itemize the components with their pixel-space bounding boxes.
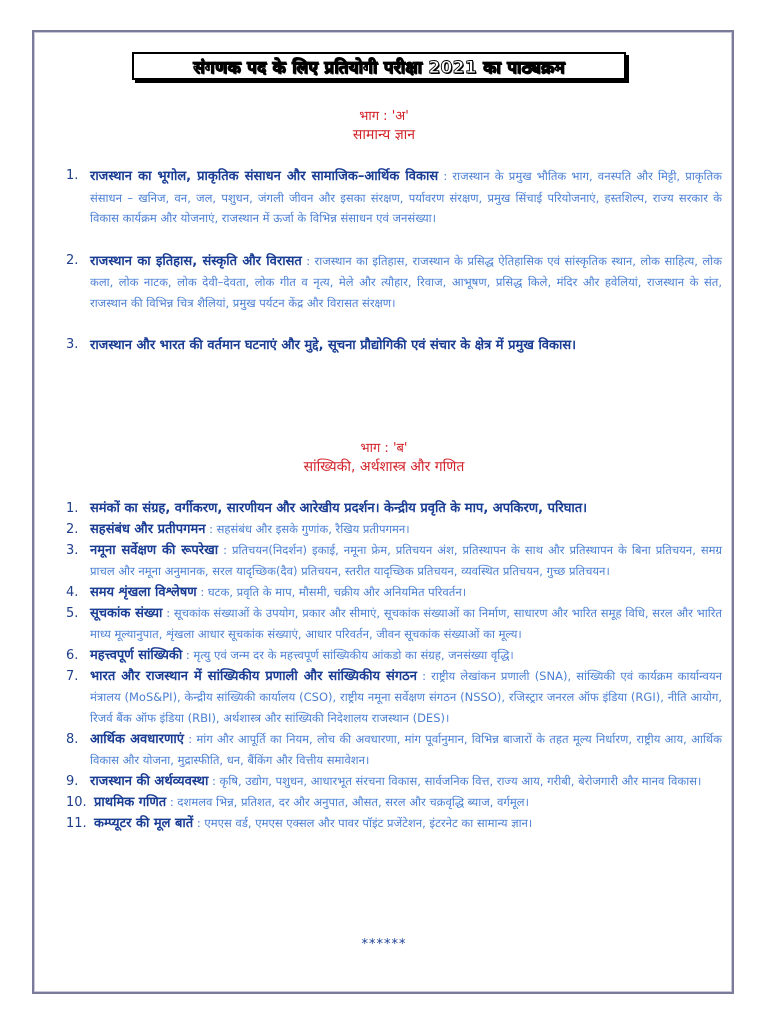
item-body: : सूचकांक संख्याओं के उपयोग, प्रकार और सीमाएं, सूचकांक संख्याओं का निर्माण, साधारण और भारित समूह विधि, सरल और भारित माध्य मूल्यानुपात, शृंखला आधार सूचकांक संख्याएं, आधार परिवर्तन, जीवन सूचकांक संख्याओं का मूल्य। xyxy=(90,606,722,641)
item-heading: सूचकांक संख्या xyxy=(90,606,163,621)
item-body: : मांग और आपूर्ति का नियम, लोच की अवधारणा, मांग पूर्वानुमान, विभिन्न बाजारों के तहत मूल्य निर्धारण, राष्ट्रीय आय, आर्थिक विकास और योजना, मुद्रास्फीति, धन, बैंकिंग और वित्तीय समावेशन। xyxy=(90,732,722,767)
item-number: 4. xyxy=(66,585,79,600)
item-number: 9. xyxy=(66,774,79,789)
item-body: : एमएस वर्ड, एमएस एक्सल और पावर पॉइंट प्रजेंटेशन, इंटरनेट का सामान्य ज्ञान। xyxy=(193,816,533,830)
item-body: : घटक, प्रवृति के माप, मौसमी, चक्रीय और अनियमित परिवर्तन। xyxy=(196,585,467,599)
list-item xyxy=(66,771,722,792)
item-body: : मृत्यु एवं जन्म दर के महत्त्वपूर्ण सांख्यिकीय आंकडो का संग्रह, जनसंख्या वृद्धि। xyxy=(182,648,514,662)
item-number: 8. xyxy=(66,732,79,747)
item-heading: समय शृंखला विश्लेषण xyxy=(90,585,197,600)
list-item xyxy=(66,251,722,314)
item-body: : राजस्थान के प्रमुख भौतिक भाग, वनस्पति और मिट्टी, प्राकृतिक संसाधन – खनिज, वन, जल, पशुधन, जंगली जीवन और इसका संरक्षण, पर्यावरण संरक्षण, प्रमुख सिंचाई परियोजनाएं, हस्तशिल्प, राज्य सरकार के विकास कार्यक्रम और योजनाएं, राजस्थान में ऊर्जा के विभिन्न संसाधन एवं जनसंख्या। xyxy=(90,169,723,225)
part-a-heading xyxy=(0,108,768,144)
item-body: : प्रतिचयन(निदर्शन) इकाई, नमूना फ्रेम, प्रतिचयन अंश, प्रतिस्थापन के साथ और प्रतिस्थापन के बिना प्रतिचयन, समग्र प्राचल और नमूना अनुमानक, सरल यादृच्छिक(दैव) प्रतिचयन, स्तरीत यादृच्छिक प्रतिचयन, व्यवस्थित प्रतिचयन, गुच्छ प्रतिचयन। xyxy=(90,543,722,578)
item-heading: राजस्थान का भूगोल, प्राकृतिक संसाधन और सामाजिक–आर्थिक विकास xyxy=(90,169,439,184)
list-item xyxy=(66,540,722,582)
item-body: : सहसंबंध और इसके गुणांक, रैखिय प्रतीपगमन। xyxy=(205,522,410,536)
item-body: : राष्ट्रीय लेखांकन प्रणाली (SNA), सांख्यिकी एवं कार्यक्रम कार्यान्वयन मंत्रालय (MoS&PI), केन्द्रीय सांख्यिकी कार्यालय (CSO), राष्ट्रीय नमूना सर्वेक्षण संगठन (NSSO), रजिस्ट्रार जनरल ऑफ इंडिया (RGI), नीति आयोग, रिजर्व बैंक ऑफ इंडिया (RBI), अर्थशास्त्र और सांख्यिकी निदेशालय राजस्थान (DES)। xyxy=(90,669,722,725)
item-heading: राजस्थान की अर्थव्यवस्था xyxy=(90,774,209,789)
part-a-list xyxy=(66,166,722,379)
list-item xyxy=(66,666,722,729)
part-b-name: सांख्यिकी, अर्थशास्त्र और गणित xyxy=(303,459,465,475)
item-number: 2. xyxy=(66,522,79,537)
item-number: 5. xyxy=(66,606,79,621)
item-heading: आर्थिक अवधारणाएं xyxy=(90,732,184,747)
item-heading: भारत और राजस्थान में सांख्यिकीय प्रणाली और सांख्यिकीय संगठन xyxy=(90,669,417,684)
part-a-label: भाग : 'अ' xyxy=(359,109,409,124)
list-item xyxy=(66,498,722,519)
item-heading: समंकों का संग्रह, वर्गीकरण, सारणीयन और आरेखीय प्रदर्शन। केन्द्रीय प्रवृति के माप, अपकिरण, परिघात। xyxy=(90,501,588,516)
part-b-label: भाग : 'ब' xyxy=(360,441,408,456)
item-body: : कृषि, उद्योग, पशुधन, आधारभूत संरचना विकास, सार्वजनिक वित्त, राज्य आय, गरीबी, बेरोजगारी और मानव विकास। xyxy=(208,774,702,788)
item-heading: राजस्थान और भारत की वर्तमान घटनाएं और मुद्दे, सूचना प्रौद्योगिकी एवं संचार के क्षेत्र में प्रमुख विकास। xyxy=(90,338,577,353)
title-box xyxy=(132,52,626,80)
list-item xyxy=(66,603,722,645)
list-item xyxy=(66,729,722,771)
item-heading: राजस्थान का इतिहास, संस्कृति और विरासत xyxy=(90,253,302,269)
item-number: 1. xyxy=(66,168,79,183)
item-number: 6. xyxy=(66,648,79,663)
list-item xyxy=(66,813,722,834)
item-heading: कम्प्यूटर की मूल बातें xyxy=(94,816,194,831)
list-item xyxy=(66,166,722,229)
list-item xyxy=(66,582,722,603)
item-number: 7. xyxy=(66,669,79,684)
item-number: 3. xyxy=(66,337,79,352)
list-item xyxy=(66,519,722,540)
item-number: 3. xyxy=(66,543,79,558)
item-number: 11. xyxy=(66,816,87,831)
part-a-name: सामान्य ज्ञान xyxy=(352,127,416,143)
list-item xyxy=(66,792,722,813)
list-item xyxy=(66,645,722,666)
item-body: : दशमलव भिन्न, प्रतिशत, दर और अनुपात, औसत, सरल और चक्रवृद्धि ब्याज, वर्गमूल। xyxy=(166,795,529,809)
item-body: : राजस्थान का इतिहास, राजस्थान के प्रसिद्ध ऐतिहासिक एवं सांस्कृतिक स्थान, लोक साहित्य, लोक कला, लोक नाटक, लोक देवी–देवता, लोक गीत व नृत्य, मेले और त्यौहार, रिवाज, आभूषण, प्रसिद्ध किले, मंदिर और हवेलियां, राजस्थान के संत, राजस्थान की विभिन्न चित्र शैलियां, प्रमुख पर्यटन केंद्र और विरासत संरक्षण। xyxy=(90,253,722,310)
item-heading: नमूना सर्वेक्षण की रूपरेखा xyxy=(90,543,219,558)
item-heading: सहसंबंध और प्रतीपगमन xyxy=(90,522,206,537)
part-b-heading xyxy=(0,440,768,476)
part-b-list xyxy=(66,498,722,834)
item-number: 1. xyxy=(66,501,79,516)
item-number: 2. xyxy=(66,252,79,268)
end-marker: ****** xyxy=(361,937,407,952)
item-heading: महत्त्वपूर्ण सांख्यिकी xyxy=(90,648,183,663)
item-number: 10. xyxy=(66,795,87,810)
item-heading: प्राथमिक गणित xyxy=(94,795,167,810)
document-title: संगणक पद के लिए प्रतियोगी परीक्षा 2021 का पाठ्यक्रम xyxy=(193,57,565,78)
list-item xyxy=(66,335,722,357)
